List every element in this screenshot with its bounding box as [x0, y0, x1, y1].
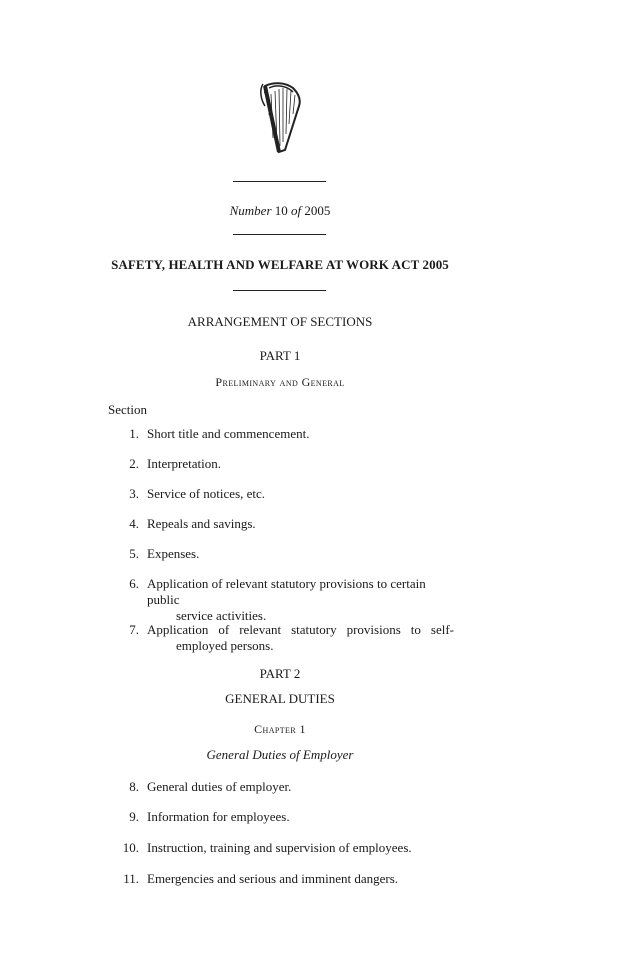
number-of: of	[291, 203, 302, 218]
section-number: 11.	[123, 871, 139, 886]
section-title: Expenses.	[147, 546, 200, 561]
divider	[233, 290, 326, 291]
number-year: 2005	[304, 203, 331, 218]
section-number: 5.	[129, 546, 139, 561]
section-number: 1.	[129, 426, 139, 441]
divider	[233, 181, 326, 182]
section-title-continuation: employed persons.	[176, 638, 274, 653]
section-number: 2.	[129, 456, 139, 471]
number-value: 10	[274, 203, 288, 218]
section-column-label: Section	[108, 402, 147, 417]
section-title-line: Application of relevant statutory provisions to self-	[147, 622, 454, 637]
section-title	[147, 576, 454, 624]
section-title: Emergencies and serious and imminent dangers.	[147, 871, 399, 886]
section-number: 4.	[129, 516, 139, 531]
section-title: General duties of employer.	[147, 779, 292, 794]
chapter-title: General Duties of Employer	[206, 747, 354, 762]
part-1-subtitle: Preliminary and General	[215, 375, 345, 389]
part-2-label: PART 2	[259, 666, 301, 681]
section-title: Instruction, training and supervision of employees.	[147, 840, 412, 855]
section-title-line: Application of relevant statutory provisions to certain public	[147, 576, 426, 607]
number-prefix: Number	[229, 203, 272, 218]
section-number: 9.	[129, 809, 139, 824]
section-title-continuation: service activities.	[176, 608, 267, 623]
section-title: Service of notices, etc.	[147, 486, 266, 501]
section-number: 7.	[129, 622, 139, 637]
act-title: SAFETY, HEALTH AND WELFARE AT WORK ACT 2005	[111, 257, 449, 272]
section-title: Short title and commencement.	[147, 426, 310, 441]
section-title: Repeals and savings.	[147, 516, 256, 531]
part-2-title: GENERAL DUTIES	[225, 691, 335, 706]
section-number: 6.	[129, 576, 139, 591]
divider	[233, 234, 326, 235]
arrangement-heading: ARRANGEMENT OF SECTIONS	[187, 314, 373, 329]
chapter-label: Chapter 1	[254, 722, 306, 736]
section-number: 8.	[129, 779, 139, 794]
section-title: Information for employees.	[147, 809, 290, 824]
part-1-label: PART 1	[259, 348, 301, 363]
section-number: 10.	[122, 840, 139, 855]
section-title	[147, 622, 454, 654]
section-number: 3.	[129, 486, 139, 501]
section-title: Interpretation.	[147, 456, 221, 471]
act-number	[0, 203, 560, 219]
harp-icon	[255, 80, 305, 156]
